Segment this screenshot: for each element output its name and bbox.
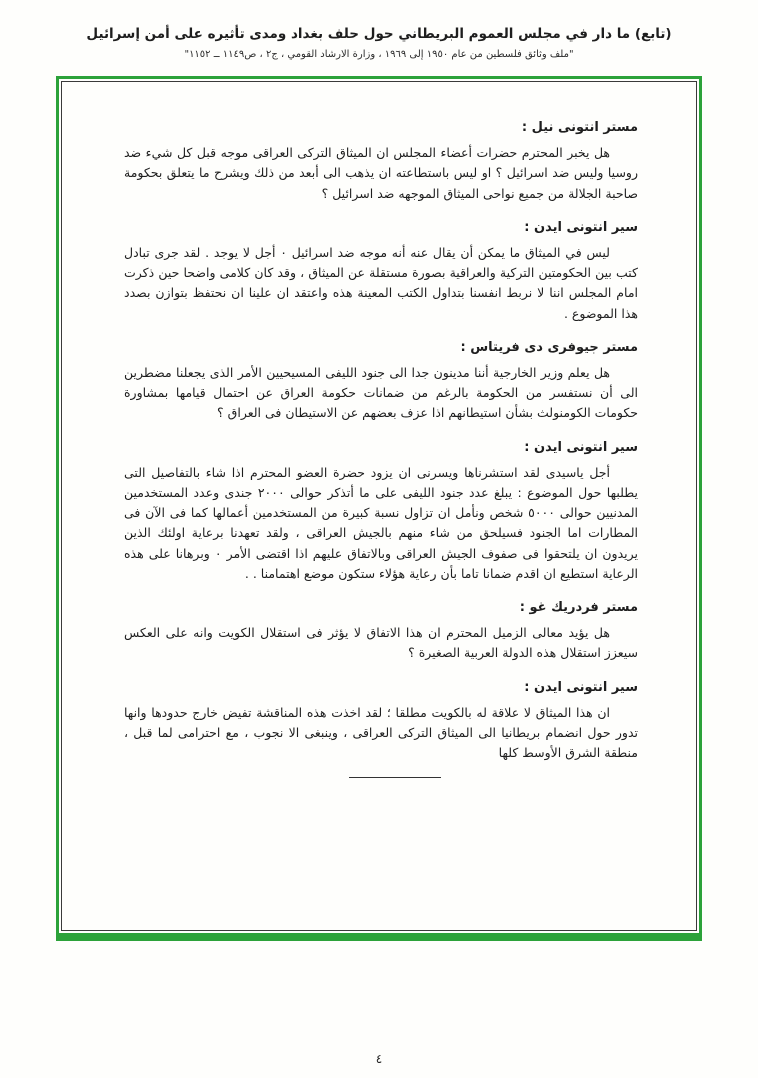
speech-section [124,340,638,424]
speaker-heading: سير انتونى ايدن : [524,439,638,455]
speech-paragraph: هل يعلم وزير الخارجية أننا مدينون جدا الى جنود الليفى المسيحيين الأمر الذى يجعلنا مضطرين الى أن نستفسر من الحكومة بالرغم من ضمانات حكومة العراق عن احتمال قيامها بمشاورة حكومات الكومنولث بشأن استيطانهم اذا عزف بعضهم عن الاستيطان فى العراق ؟ [124,364,638,421]
speaker-heading: سير انتونى ايدن : [524,219,638,235]
speech-section [124,220,638,324]
speaker-heading: مستر جيوفرى دى فريتاس : [460,339,638,355]
speech-section [124,680,638,764]
speaker-heading: سير انتونى ايدن : [524,679,638,695]
speech-section [124,440,638,585]
document-source-citation: "ملف وثائق فلسطين من عام ١٩٥٠ إلى ١٩٦٩ ، وزارة الارشاد القومي ، ج٢ ، ص١١٤٩ ــ ١١٥٢" [184,49,574,60]
speaker-heading: مستر فردريك غو : [519,600,638,615]
speech-section [124,120,638,204]
speech-paragraph: ليس في الميثاق ما يمكن أن يقال عنه أنه موجه ضد اسرائيل ۰ أجل لا يوجد . لقد جرى تبادل كتب بين الحكومتين التركية والعراقية بصورة مستقلة عن الميثاق ، وقد كان كلامى واضحا حين ذكرت امام المجلس اننا لا نربط انفسنا بتداول الكتب المعينة هذه واعتقد ان علينا ان نحتفظ بتوازن بصدد هذا الموضوع . [124,244,638,321]
page-number: ٤ [375,1052,383,1066]
page-header [0,0,758,60]
document-title: (تابع) ما دار في مجلس العموم البريطاني حول حلف بغداد ومدى تأثيره على أمن إسرائيل [86,26,672,42]
speech-paragraph: أجل ياسيدى لقد استشرناها ويسرنى ان يزود حضرة العضو المحترم اذا شاء بالتفاصيل التى يطلبها حول الموضوع : يبلغ عدد جنود الليفى على ما أتذكر حوالى ٢٠٠٠ جندى وعدد المستخدمين المدنيين حوالى ٥٠٠٠ شخص ونأمل ان تزاول نسبة كبيرة من المستخدمين أعمالها كما فى الآن فى المطارات اما الجنود فسيلحق من شاء منهم بالجيش العراقى ، ولقد تعهدنا برعاية اولئك الذين يريدون ان يلتحقوا فى صفوف الجيش العراقى وبالاتفاق عليهم اذا اقتضى الأمر ۰ وبرهانا على هذه الرعاية استطيع ان اقدم ضمانا تاما بأن رعاية هؤلاء ستكون موضع اهتمامنا . . [124,464,638,581]
document-body [61,81,697,931]
speech-paragraph: هل يؤيد معالى الزميل المحترم ان هذا الاتفاق لا يؤثر فى استقلال الكويت وانه على العكس سيعزز استقلال هذه الدولة العربية الصغيرة ؟ [124,625,638,661]
end-divider [349,777,441,778]
speech-paragraph: ان هذا الميثاق لا علاقة له بالكويت مطلقا ؛ لقد اخذت هذه المناقشة تفيض خارج حدودها وانها تدور حول انضمام بريطانيا الى الميثاق التركى العراقى ، وينبغى الا نجوب ، مع احترامى لما قبل ، منطقة الشرق الأوسط كلها [124,704,638,760]
speech-paragraph: هل يخبر المحترم حضرات أعضاء المجلس ان الميثاق التركى العراقى موجه قبل كل شيء ضد روسيا وليس ضد اسرائيل ؟ او ليس باستطاعته ان يذهب الى أبعد من ذلك ويشرح ما يتعلق بحكومة صاحبة الجلالة من جميع نواحى الميثاق الموجهه ضد اسرائيل ؟ [124,145,638,201]
speaker-heading: مستر انتونى نيل : [521,120,638,135]
speech-section [124,600,638,664]
document-frame [56,76,702,941]
